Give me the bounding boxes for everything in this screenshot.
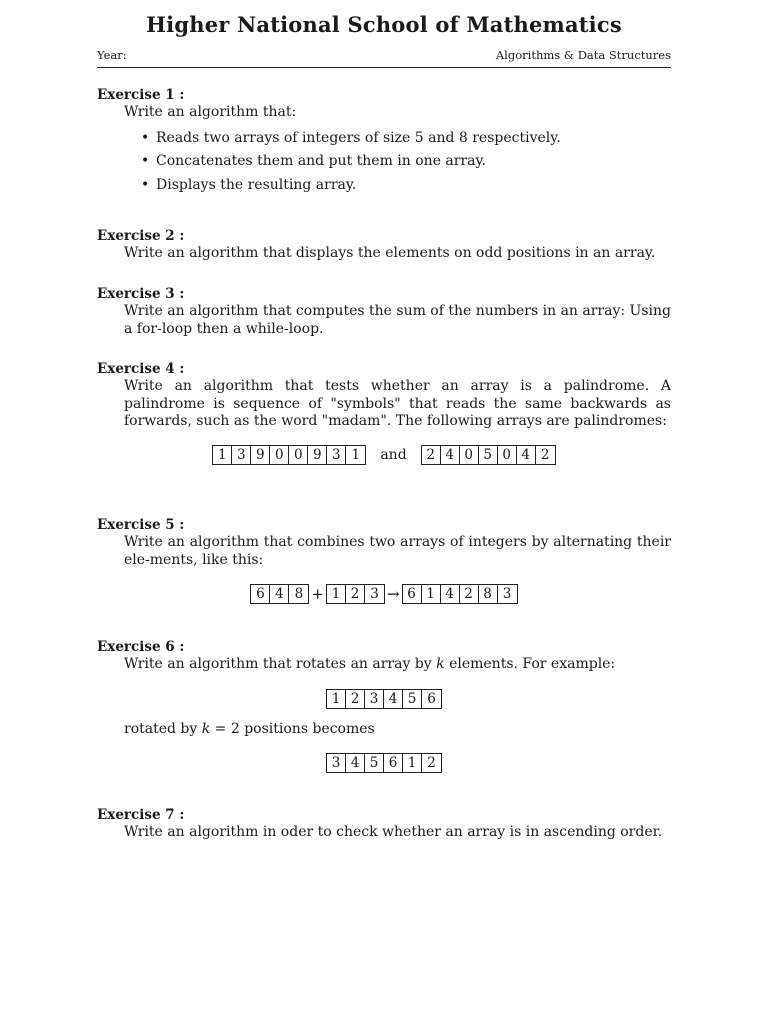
array-cell: 6 [403, 585, 422, 603]
arrow-icon: → [387, 585, 400, 603]
array-cell: 3 [232, 446, 251, 464]
array-cell: 5 [479, 446, 498, 464]
exercise-text [124, 721, 671, 739]
course-name: Algorithms & Data Structures [495, 48, 671, 62]
text-part: = 2 positions becomes [210, 721, 375, 737]
array-cell: 2 [346, 585, 365, 603]
array-cell: 0 [270, 446, 289, 464]
array-cell: 3 [370, 586, 379, 602]
array-cell: 1 [403, 754, 422, 772]
text-part: Write an algorithm that rotates an array by [124, 656, 437, 672]
array-cell: 1 [213, 446, 232, 464]
exercise-1 [97, 87, 671, 200]
array-cell: 4 [346, 754, 365, 772]
exercise-text: Write an algorithm in oder to check whether an array is in ascending order. [124, 824, 663, 840]
text-part: elements. For example: [444, 656, 616, 672]
array-cell: 6 [251, 585, 270, 603]
rotation-caption [97, 721, 671, 739]
array-cell: 1 [351, 447, 361, 463]
array-cell: 3 [365, 690, 384, 708]
array-box [326, 584, 385, 604]
alternating-example [0, 584, 768, 604]
exercise-text: Write an algorithm that combines two arrays of integers by alternating their ele-ments, like this: [124, 534, 671, 568]
connector-word: and [380, 447, 407, 463]
array-cell: 3 [502, 586, 512, 602]
exercise-3 [97, 286, 671, 338]
exercise-7 [97, 807, 671, 842]
exercise-text: Write an algorithm that tests whether an array is a palindrome. A palindrome is sequence of "symbols" that reads the same backwards as forwards, such as the word "madam". The following arrays are palindromes: [124, 378, 671, 429]
exercise-title: Exercise 2 : [97, 228, 185, 244]
array-cell: 4 [270, 585, 289, 603]
bullet-item: • Displays the resulting array. [141, 177, 671, 194]
array-cell: 6 [384, 754, 403, 772]
plus-sign: + [311, 585, 324, 603]
exercise-text [124, 656, 671, 674]
year-label: Year: [97, 48, 127, 62]
array-cell: 6 [427, 691, 436, 707]
math-variable: k [436, 656, 445, 672]
array-cell: 1 [422, 585, 441, 603]
exercise-text: Write an algorithm that displays the elements on odd positions in an array. [124, 245, 656, 261]
array-cell: 2 [427, 755, 436, 771]
text-part: rotated by [124, 721, 202, 737]
array-cell: 3 [327, 754, 346, 772]
array-cell: 0 [289, 446, 308, 464]
array-cell: 0 [498, 446, 517, 464]
exercise-6 [97, 639, 671, 674]
array-cell: 8 [294, 586, 304, 602]
header-rule [97, 67, 671, 68]
array-box [402, 584, 518, 604]
exercise-text: Write an algorithm that: [124, 104, 297, 120]
exercise-title: Exercise 1 : [97, 87, 185, 103]
array-cell: 0 [460, 446, 479, 464]
rotation-input [0, 689, 768, 709]
bullet-list [141, 130, 671, 194]
array-cell: 2 [346, 690, 365, 708]
exercise-title: Exercise 7 : [97, 807, 185, 823]
exercise-text: Write an algorithm that computes the sum of the numbers in an array: Using a for-loop then a while-loop. [124, 303, 671, 337]
array-cell: 4 [384, 690, 403, 708]
array-cell: 8 [479, 585, 498, 603]
array-cell: 4 [441, 585, 460, 603]
array-cell: 5 [403, 690, 422, 708]
exercise-title: Exercise 5 : [97, 517, 185, 533]
array-box [250, 584, 309, 604]
array-cell: 9 [308, 446, 327, 464]
exercise-title: Exercise 6 : [97, 639, 185, 655]
exercise-title: Exercise 4 : [97, 361, 185, 377]
array-cell: 5 [365, 754, 384, 772]
array-box [326, 753, 442, 773]
array-cell: 9 [251, 446, 270, 464]
array-cell: 2 [540, 447, 550, 463]
exercise-5 [97, 517, 671, 569]
array-cell: 1 [327, 690, 346, 708]
array-box [326, 689, 442, 709]
exercise-4 [97, 361, 671, 431]
school-title: Higher National School of Mathematics [146, 12, 622, 37]
array-cell: 2 [422, 446, 441, 464]
math-variable: k [201, 721, 211, 737]
bullet-item: • Concatenates them and put them in one array. [141, 153, 671, 170]
palindrome-examples [0, 445, 768, 465]
array-cell: 2 [460, 585, 479, 603]
array-box [212, 445, 366, 465]
array-cell: 4 [441, 446, 460, 464]
bullet-item: • Reads two arrays of integers of size 5 and 8 respectively. [141, 130, 671, 147]
array-cell: 3 [327, 446, 346, 464]
array-cell: 4 [517, 446, 536, 464]
exercise-title: Exercise 3 : [97, 286, 185, 302]
rotation-output [0, 753, 768, 773]
exercise-2 [97, 228, 671, 263]
array-cell: 1 [327, 585, 346, 603]
array-box [421, 445, 556, 465]
